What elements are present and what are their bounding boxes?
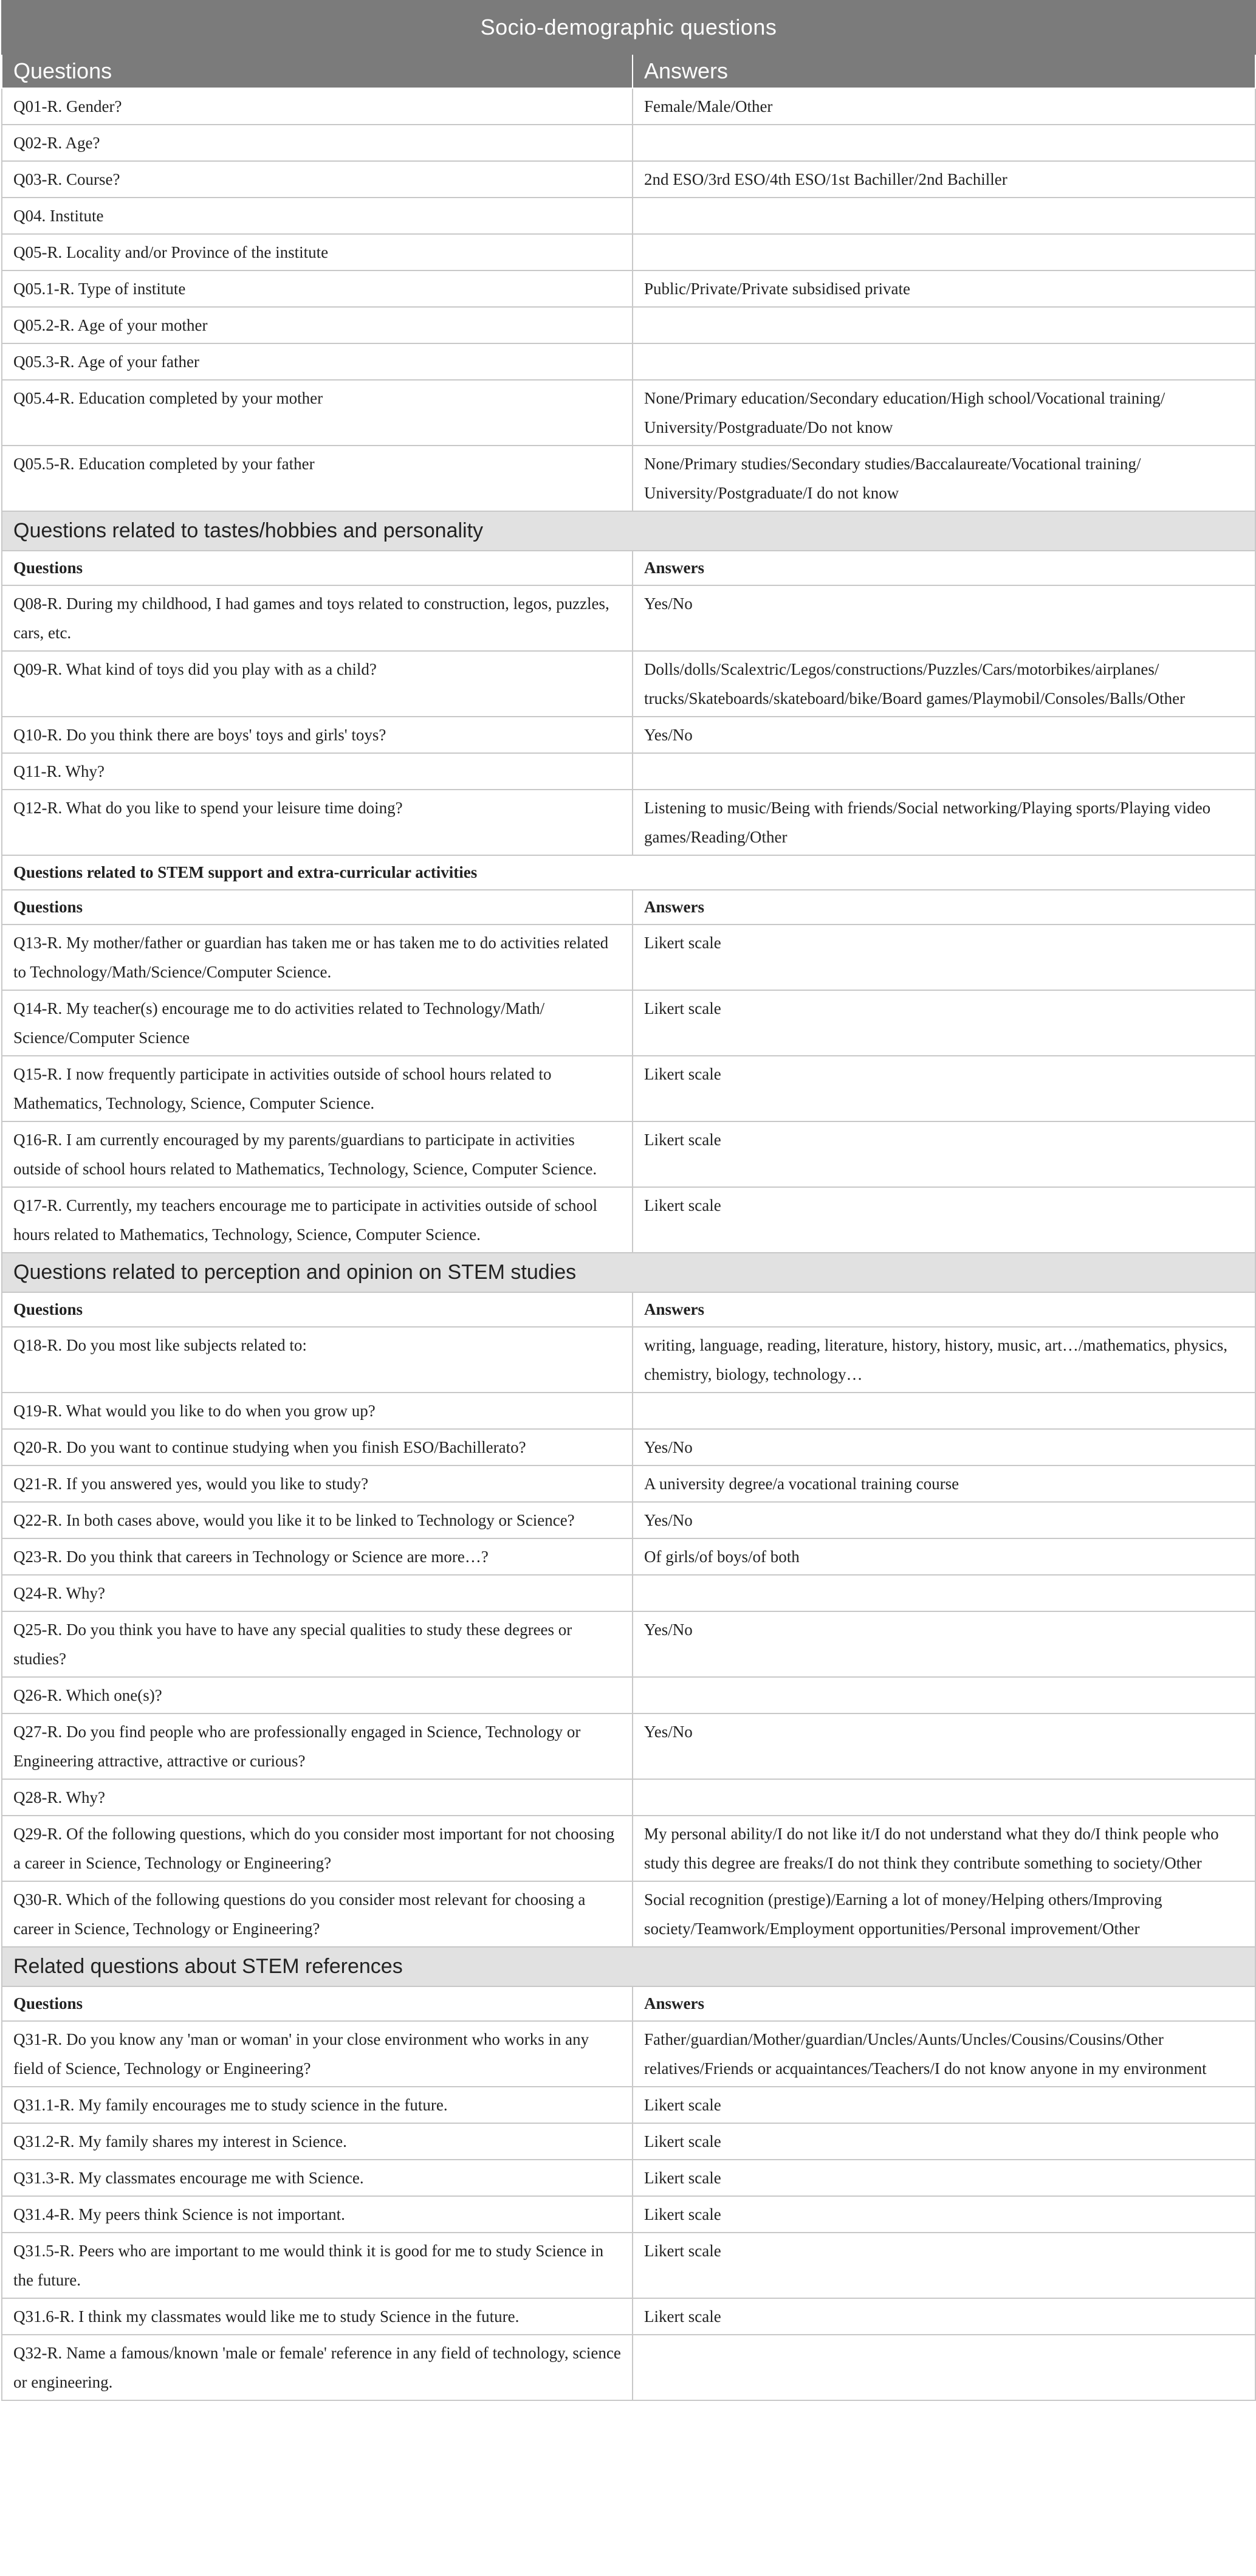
table-row [2,1187,1255,1253]
question-cell: Q26-R. Which one(s)? [2,1677,633,1713]
table-row [2,1881,1255,1947]
question-cell: Q05.5-R. Education completed by your father [2,446,633,511]
answer-cell: Yes/No [633,585,1255,651]
answer-cell: Father/guardian/Mother/guardian/Uncles/Aunts/Uncles/Cousins/Cousins/Other relatives/Friends or acquaintances/Teachers/I do not know anyone in my environment [633,2021,1255,2087]
table-row [2,1677,1255,1713]
answer-cell: Likert scale [633,1056,1255,1121]
column-header-questions: Questions [2,1292,633,1327]
table-row [2,1779,1255,1816]
question-cell: Q31.4-R. My peers think Science is not important. [2,2196,633,2233]
table-row [2,1393,1255,1429]
table-row [2,125,1255,161]
section-title: Related questions about STEM references [2,1947,1255,1986]
table-row [2,343,1255,380]
section-title: Questions related to perception and opinion on STEM studies [2,1253,1255,1292]
table-row [2,1502,1255,1538]
table-row [2,161,1255,198]
answer-cell: Yes/No [633,1713,1255,1779]
table-title: Socio-demographic questions [2,1,1255,54]
answer-cell: Female/Male/Other [633,88,1255,125]
question-cell: Q21-R. If you answered yes, would you like to study? [2,1465,633,1502]
table-row [2,2233,1255,2298]
answer-cell: Likert scale [633,1187,1255,1253]
question-cell: Q18-R. Do you most like subjects related to: [2,1327,633,1393]
table-row [2,2196,1255,2233]
answer-cell [633,307,1255,343]
question-cell: Q11-R. Why? [2,753,633,790]
column-header-row [2,551,1255,585]
table-row [2,234,1255,270]
table-row [2,2123,1255,2160]
column-header-row [2,1292,1255,1327]
table-row [2,270,1255,307]
answer-cell: writing, language, reading, literature, history, history, music, art…/mathematics, physics, chemistry, biology, technology… [633,1327,1255,1393]
table-row [2,790,1255,855]
table-row [2,307,1255,343]
question-cell: Q31.3-R. My classmates encourage me with Science. [2,2160,633,2196]
question-cell: Q31.2-R. My family shares my interest in Science. [2,2123,633,2160]
table-row [2,925,1255,990]
answer-cell: Likert scale [633,2196,1255,2233]
column-header-row [2,1986,1255,2021]
column-header-answers: Answers [633,54,1255,88]
answer-cell: Likert scale [633,2123,1255,2160]
answer-cell: Yes/No [633,1502,1255,1538]
section-title: Questions related to STEM support and extra-curricular activities [2,855,1255,890]
answer-cell: Dolls/dolls/Scalextric/Legos/constructions/Puzzles/Cars/motorbikes/airplanes/ trucks/Skateboards/skateboard/bike/Board games/Playmobil/Consoles/Balls/Other [633,651,1255,717]
column-header-questions: Questions [2,54,633,88]
answer-cell: Social recognition (prestige)/Earning a lot of money/Helping others/Improving society/Teamwork/Employment opportunities/Personal improvement/Other [633,1881,1255,1947]
answer-cell: Likert scale [633,2298,1255,2335]
answer-cell: Likert scale [633,1121,1255,1187]
question-cell: Q31.6-R. I think my classmates would like me to study Science in the future. [2,2298,633,2335]
answer-cell: Likert scale [633,2160,1255,2196]
question-cell: Q32-R. Name a famous/known 'male or female' reference in any field of technology, science or engineering. [2,2335,633,2400]
answer-cell: 2nd ESO/3rd ESO/4th ESO/1st Bachiller/2nd Bachiller [633,161,1255,198]
question-cell: Q13-R. My mother/father or guardian has taken me or has taken me to do activities related to Technology/Math/Science/Computer Science. [2,925,633,990]
question-cell: Q29-R. Of the following questions, which do you consider most important for not choosing a career in Science, Technology or Engineering? [2,1816,633,1881]
answer-cell: Of girls/of boys/of both [633,1538,1255,1575]
question-cell: Q23-R. Do you think that careers in Technology or Science are more…? [2,1538,633,1575]
question-cell: Q05.4-R. Education completed by your mother [2,380,633,446]
question-cell: Q02-R. Age? [2,125,633,161]
answer-cell: Yes/No [633,717,1255,753]
table-row [2,585,1255,651]
question-cell: Q16-R. I am currently encouraged by my parents/guardians to participate in activities outside of school hours related to Mathematics, Technology, Science, Computer Science. [2,1121,633,1187]
table-row [2,1538,1255,1575]
answer-cell [633,343,1255,380]
column-header-questions: Questions [2,890,633,925]
answer-cell [633,198,1255,234]
answer-cell: Public/Private/Private subsidised private [633,270,1255,307]
question-cell: Q17-R. Currently, my teachers encourage me to participate in activities outside of school hours related to Mathematics, Technology, Science, Computer Science. [2,1187,633,1253]
table-row [2,651,1255,717]
table-row [2,446,1255,511]
table-row [2,2087,1255,2123]
section-header-row [2,855,1255,890]
column-header-questions: Questions [2,551,633,585]
answer-cell: Yes/No [633,1611,1255,1677]
question-cell: Q15-R. I now frequently participate in activities outside of school hours related to Mathematics, Technology, Science, Computer Science. [2,1056,633,1121]
question-cell: Q30-R. Which of the following questions do you consider most relevant for choosing a career in Science, Technology or Engineering? [2,1881,633,1947]
section-header-row [2,511,1255,551]
question-cell: Q03-R. Course? [2,161,633,198]
column-header-answers: Answers [633,1986,1255,2021]
question-cell: Q05.1-R. Type of institute [2,270,633,307]
answer-cell [633,753,1255,790]
column-header-answers: Answers [633,890,1255,925]
section-header-row [2,1947,1255,1986]
question-cell: Q28-R. Why? [2,1779,633,1816]
table-row [2,990,1255,1056]
table-row [2,1575,1255,1611]
table-row [2,1121,1255,1187]
answer-cell: Yes/No [633,1429,1255,1465]
column-header-answers: Answers [633,551,1255,585]
section-title: Questions related to tastes/hobbies and personality [2,511,1255,551]
table-title-row [2,1,1255,54]
table-row [2,2021,1255,2087]
answer-cell: A university degree/a vocational training course [633,1465,1255,1502]
answer-cell [633,1393,1255,1429]
question-cell: Q22-R. In both cases above, would you like it to be linked to Technology or Science? [2,1502,633,1538]
answer-cell: My personal ability/I do not like it/I do not understand what they do/I think people who study this degree are freaks/I do not think they contribute something to society/Other [633,1816,1255,1881]
question-cell: Q14-R. My teacher(s) encourage me to do activities related to Technology/Math/ Science/Computer Science [2,990,633,1056]
column-header-questions: Questions [2,1986,633,2021]
question-cell: Q31.5-R. Peers who are important to me would think it is good for me to study Science in the future. [2,2233,633,2298]
question-cell: Q05.3-R. Age of your father [2,343,633,380]
answer-cell: Likert scale [633,2233,1255,2298]
table-row [2,1056,1255,1121]
question-cell: Q27-R. Do you find people who are professionally engaged in Science, Technology or Engineering attractive, attractive or curious? [2,1713,633,1779]
answer-cell [633,1677,1255,1713]
table-row [2,380,1255,446]
table-row [2,1465,1255,1502]
answer-cell: None/Primary studies/Secondary studies/Baccalaureate/Vocational training/ University/Postgraduate/I do not know [633,446,1255,511]
table-row [2,88,1255,125]
answer-cell: Listening to music/Being with friends/Social networking/Playing sports/Playing video games/Reading/Other [633,790,1255,855]
column-header-row [2,54,1255,88]
table-row [2,2335,1255,2400]
answer-cell [633,125,1255,161]
table-row [2,198,1255,234]
table-row [2,753,1255,790]
question-cell: Q31-R. Do you know any 'man or woman' in your close environment who works in any field of Science, Technology or Engineering? [2,2021,633,2087]
table-row [2,2298,1255,2335]
answer-cell: Likert scale [633,2087,1255,2123]
answer-cell [633,2335,1255,2400]
question-cell: Q04. Institute [2,198,633,234]
questionnaire-table [1,0,1256,2401]
question-cell: Q05.2-R. Age of your mother [2,307,633,343]
section-header-row [2,1253,1255,1292]
question-cell: Q19-R. What would you like to do when you grow up? [2,1393,633,1429]
table-row [2,1611,1255,1677]
question-cell: Q01-R. Gender? [2,88,633,125]
question-cell: Q25-R. Do you think you have to have any special qualities to study these degrees or studies? [2,1611,633,1677]
question-cell: Q10-R. Do you think there are boys' toys and girls' toys? [2,717,633,753]
question-cell: Q08-R. During my childhood, I had games and toys related to construction, legos, puzzles, cars, etc. [2,585,633,651]
answer-cell [633,1779,1255,1816]
answer-cell: Likert scale [633,925,1255,990]
answer-cell: Likert scale [633,990,1255,1056]
column-header-row [2,890,1255,925]
question-cell: Q12-R. What do you like to spend your leisure time doing? [2,790,633,855]
question-cell: Q05-R. Locality and/or Province of the institute [2,234,633,270]
question-cell: Q31.1-R. My family encourages me to study science in the future. [2,2087,633,2123]
table-row [2,717,1255,753]
column-header-answers: Answers [633,1292,1255,1327]
answer-cell: None/Primary education/Secondary education/High school/Vocational training/ University/Postgraduate/Do not know [633,380,1255,446]
question-cell: Q20-R. Do you want to continue studying when you finish ESO/Bachillerato? [2,1429,633,1465]
questionnaire-body [2,1,1255,2400]
table-row [2,1816,1255,1881]
table-row [2,1327,1255,1393]
answer-cell [633,234,1255,270]
table-row [2,1713,1255,1779]
table-row [2,1429,1255,1465]
table-row [2,2160,1255,2196]
question-cell: Q24-R. Why? [2,1575,633,1611]
question-cell: Q09-R. What kind of toys did you play with as a child? [2,651,633,717]
answer-cell [633,1575,1255,1611]
